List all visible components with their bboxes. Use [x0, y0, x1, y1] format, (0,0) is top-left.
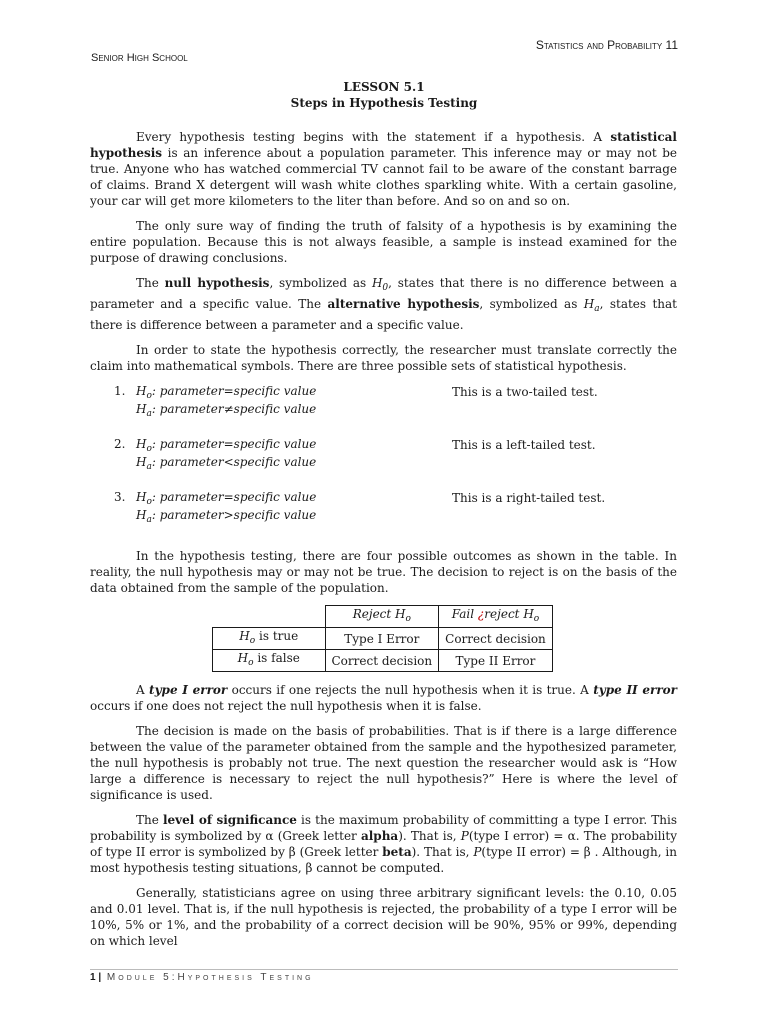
header-subject-text: Statistics and Probability 11: [535, 38, 678, 52]
table-cell: Correct decision: [439, 628, 553, 650]
header-school: [91, 52, 188, 64]
paragraph-error-types: A type I error occurs if one rejects the null hypothesis when it is true. A type II error occurs if one does not reject the null hypothesis when it is false.: [90, 683, 677, 713]
lesson-heading: [0, 79, 768, 111]
lesson-body: [90, 129, 677, 958]
symbol-h0: $H_0$: [371, 276, 389, 293]
paragraph-statistical-hypothesis: Every hypothesis testing begins with the statement if a hypothesis. A statistical hypothesis is an inference about a population parameter. This inference may or may not be true. Anyone who has watched commercial TV cannot fail to be aware of the constant barrage of claims. Brand X detergent will wash white clothes sparkling white. With a certain gasoline, your car will get more kilometers to the liter than before. And so on and so on.: [90, 130, 677, 208]
paragraph-level-of-significance: The level of significance is the maximum probability of committing a type I error. This probability is symbolized by α (Greek letter alpha). That is, P(type I error) = α. The probability of type II error is symbolized by β (Greek letter beta). That is, P(type II error) = β . Although, in most hypothesis testing situations, β cannot be computed.: [90, 813, 677, 875]
null-statement: $H_o$: parameter=specific value: [136, 384, 317, 401]
table-cell: Type I Error: [325, 628, 439, 650]
hypothesis-item: [90, 489, 677, 542]
table-header-row: [213, 606, 553, 628]
term-statistical-hypothesis: statistical hypothesis: [90, 130, 677, 160]
lesson-title: Steps in Hypothesis Testing: [290, 96, 478, 110]
table-row: [213, 650, 553, 672]
term-type-i-error: type I error: [149, 683, 228, 697]
paragraph-probabilities: The decision is made on the basis of probabilities. That is if there is a large difference between the value of the parameter obtained from the sample and the hypothesized parameter, the null hypothesis is probably not true. The next question the researcher would ask is “How large a difference is necessary to reject the null hypothesis?” Here is where the level of significance is used.: [90, 724, 677, 802]
page-footer: [90, 972, 314, 983]
row-label-true: $H_o$ is true: [213, 628, 326, 650]
paragraph-population: The only sure way of finding the truth of falsity of a hypothesis is by examining the entire population. Because this is not always feasible, a sample is instead examined for the purpose of drawing conclusions.: [90, 219, 677, 265]
term-level-of-significance: level of significance: [162, 813, 297, 827]
header-reject: Reject $H_o$: [325, 606, 439, 628]
test-type: This is a right-tailed test.: [452, 491, 606, 505]
hypothesis-item: [90, 436, 677, 489]
test-type: This is a left-tailed test.: [452, 438, 596, 452]
footer-module: Module 5:Hypothesis Testing: [106, 972, 314, 983]
term-alternative-hypothesis: alternative hypothesis: [327, 297, 480, 311]
null-statement: $H_o$: parameter=specific value: [136, 437, 317, 454]
hypothesis-item: [90, 383, 677, 436]
lesson-number: LESSON 5.1: [343, 80, 425, 94]
header-school-text: Senior High School: [91, 52, 188, 64]
header-fail-reject: Fail ¿reject $H_o$: [439, 606, 553, 628]
symbol-ha: $H_a$: [583, 297, 600, 314]
alternative-statement: $H_a$: parameter≠specific value: [136, 402, 317, 419]
null-statement: $H_o$: parameter=specific value: [136, 490, 317, 507]
term-null-hypothesis: null hypothesis: [164, 276, 270, 290]
alternative-statement: $H_a$: parameter>specific value: [136, 508, 317, 525]
table-row: [213, 628, 553, 650]
header-subject: [536, 38, 678, 52]
paragraph-outcomes: In the hypothesis testing, there are four possible outcomes as shown in the table. In reality, the null hypothesis may or may not be true. The decision to reject is on the basis of the data obtained from the sample of the population.: [90, 549, 677, 595]
table-cell: Correct decision: [325, 650, 439, 672]
footer-divider: [90, 969, 678, 970]
table-cell: Type II Error: [439, 650, 553, 672]
alternative-statement: $H_a$: parameter<specific value: [136, 455, 317, 472]
hypothesis-number: 3.: [114, 490, 126, 504]
hypothesis-number: 2.: [114, 437, 126, 451]
row-label-false: $H_o$ is false: [213, 650, 326, 672]
table-corner: [213, 606, 326, 628]
term-type-ii-error: type II error: [593, 683, 677, 697]
page-number: 1 |: [90, 972, 102, 983]
test-type: This is a two-tailed test.: [452, 385, 598, 399]
outcomes-table: [212, 605, 553, 672]
paragraph-null-alternative: The null hypothesis, symbolized as $H_0$, states that there is no difference between a parameter and a specific value. The alternative hypothesis, symbolized as $H_a$, states that there is difference between a parameter and a specific value.: [90, 276, 678, 332]
hypothesis-list: [90, 383, 677, 542]
hypothesis-number: 1.: [114, 384, 126, 398]
paragraph-translate-claim: In order to state the hypothesis correctly, the researcher must translate correctly the claim into mathematical symbols. There are three possible sets of statistical hypothesis.: [90, 343, 677, 373]
paragraph-significance-levels: Generally, statisticians agree on using three arbitrary significant levels: the 0.10, 0.05 and 0.01 level. That is, if the null hypothesis is rejected, the probability of a type I error will be 10%, 5% or 1%, and the probability of a correct decision will be 90%, 95% or 99%, depending on which level: [90, 886, 677, 948]
term-beta: beta: [382, 845, 412, 859]
term-alpha: alpha: [360, 829, 399, 843]
